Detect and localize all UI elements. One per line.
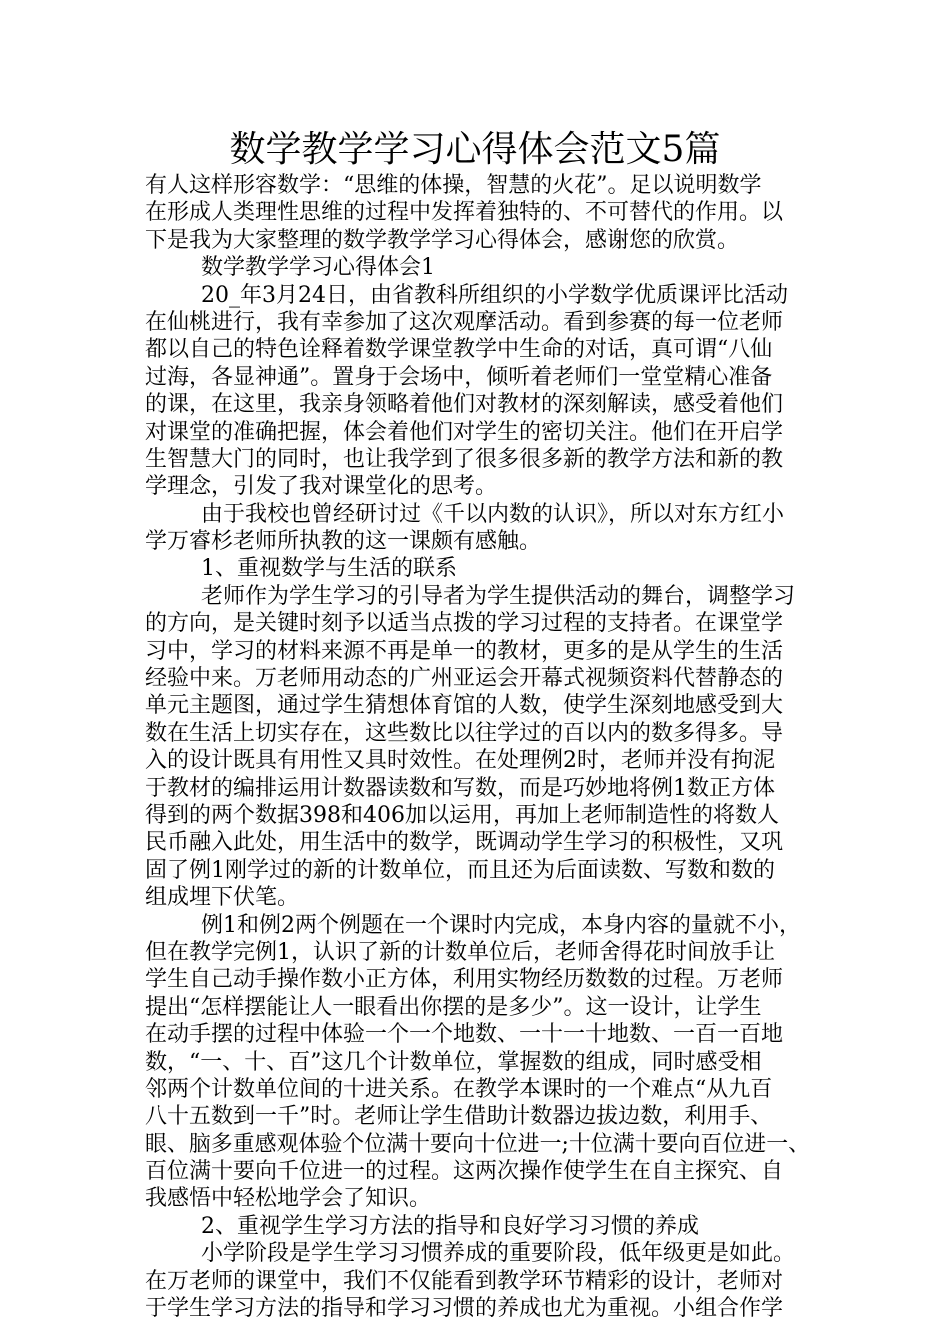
text-line: 百位满十要向千位进一的过程。这两次操作使学生在自主探究、自 — [145, 1159, 784, 1185]
text-line: 小学阶段是学生学习习惯养成的重要阶段，低年级更是如此。 — [201, 1241, 796, 1267]
text-line: 都以自己的特色诠释着数学课堂教学中生命的对话，真可谓“八仙 — [145, 337, 773, 363]
text-line: 八十五数到一千”时。老师让学生借助计数器边拔边数，利用手、 — [145, 1104, 773, 1130]
text-line: 于学生学习方法的指导和学习习惯的养成也尤为重视。小组合作学 — [145, 1296, 784, 1322]
text-line: 的方向，是关键时刻予以适当点拨的学习过程的支持者。在课堂学 — [145, 611, 784, 637]
text-line: 下是我为大家整理的数学教学学习心得体会，感谢您的欣赏。 — [145, 227, 740, 253]
text-line: 邻两个计数单位间的十进关系。在教学本课时的一个难点“从九百 — [145, 1076, 773, 1102]
text-line: 在仙桃进行，我有幸参加了这次观摩活动。看到参赛的每一位老师 — [145, 309, 784, 335]
text-line: 但在教学完例1，认识了新的计数单位后，老师舍得花时间放手让 — [145, 939, 775, 965]
text-line: 民币融入此处，用生活中的数学，既调动学生学习的积极性，又巩 — [145, 830, 784, 856]
text-line: 组成埋下伏笔。 — [145, 885, 300, 911]
text-line: 数学教学学习心得体会1 — [201, 255, 435, 281]
text-line: 学万睿杉老师所执教的这一课颇有感触。 — [145, 529, 542, 555]
text-line: 于教材的编排运用计数器读数和写数，而是巧妙地将例1数正方体 — [145, 775, 775, 801]
text-line: 过海，各显神通”。置身于会场中，倾听着老师们一堂堂精心准备 — [145, 364, 773, 390]
text-line: 得到的两个数据398和406加以运用，再加上老师制造性的将数人 — [145, 802, 779, 828]
text-line: 数在生活上切实存在，这些数比以往学过的百以内的数多得多。导 — [145, 720, 784, 746]
text-line: 在动手摆的过程中体验一个一个地数、一十一十地数、一百一百地 — [145, 1022, 784, 1048]
text-line: 眼、脑多重感观体验个位满十要向十位进一;十位满十要向百位进一、 — [145, 1131, 811, 1157]
text-line: 生智慧大门的同时，也让我学到了很多很多新的教学方法和新的教 — [145, 446, 784, 472]
text-line: 学生自己动手操作数小正方体，利用实物经历数数的过程。万老师 — [145, 967, 784, 993]
text-line: 习中，学习的材料来源不再是单一的教材，更多的是从学生的生活 — [145, 638, 784, 664]
text-line: 20_年3月24日，由省教科所组织的小学数学优质课评比活动 — [201, 282, 788, 308]
text-line: 入的设计既具有用性又具时效性。在处理例2时，老师并没有拘泥 — [145, 748, 775, 774]
text-line: 由于我校也曾经研讨过《千以内数的认识》，所以对东方红小 — [201, 501, 785, 527]
text-line: 对课堂的准确把握，体会着他们对学生的密切关注。他们在开启学 — [145, 419, 784, 445]
text-line: 的课，在这里，我亲身领略着他们对教材的深刻解读，感受着他们 — [145, 392, 784, 418]
text-line: 在形成人类理性思维的过程中发挥着独特的、不可替代的作用。以 — [145, 200, 784, 226]
text-line: 单元主题图，通过学生猜想体育馆的人数，使学生深刻地感受到大 — [145, 693, 784, 719]
text-line: 例1和例2两个例题在一个课时内完成，本身内容的量就不小， — [201, 912, 801, 938]
document-body — [145, 172, 810, 1322]
text-line: 老师作为学生学习的引导者为学生提供活动的舞台，调整学习 — [201, 583, 796, 609]
text-line: 学理念，引发了我对课堂化的思考。 — [145, 474, 498, 500]
text-line: 有人这样形容数学：“思维的体操，智慧的火花”。足以说明数学 — [145, 173, 762, 198]
text-line: 1、重视数学与生活的联系 — [201, 556, 457, 582]
text-line: 提出“怎样摆能让人一眼看出你摆的是多少”。这一设计，让学生 — [145, 994, 762, 1020]
text-line: 数，“一、十、百”这几个计数单位，掌握数的组成，同时感受相 — [145, 1049, 762, 1075]
text-line: 我感悟中轻松地学会了知识。 — [145, 1186, 432, 1212]
text-line: 2、重视学生学习方法的指导和良好学习习惯的养成 — [201, 1213, 699, 1239]
text-line: 固了例1刚学过的新的计数单位，而且还为后面读数、写数和数的 — [145, 857, 775, 883]
document-title: 数学教学学习心得体会范文5篇 — [229, 129, 721, 170]
text-line: 在万老师的课堂中，我们不仅能看到教学环节精彩的设计，老师对 — [145, 1268, 784, 1294]
text-line: 经验中来。万老师用动态的广州亚运会开幕式视频资料代替静态的 — [145, 666, 784, 692]
